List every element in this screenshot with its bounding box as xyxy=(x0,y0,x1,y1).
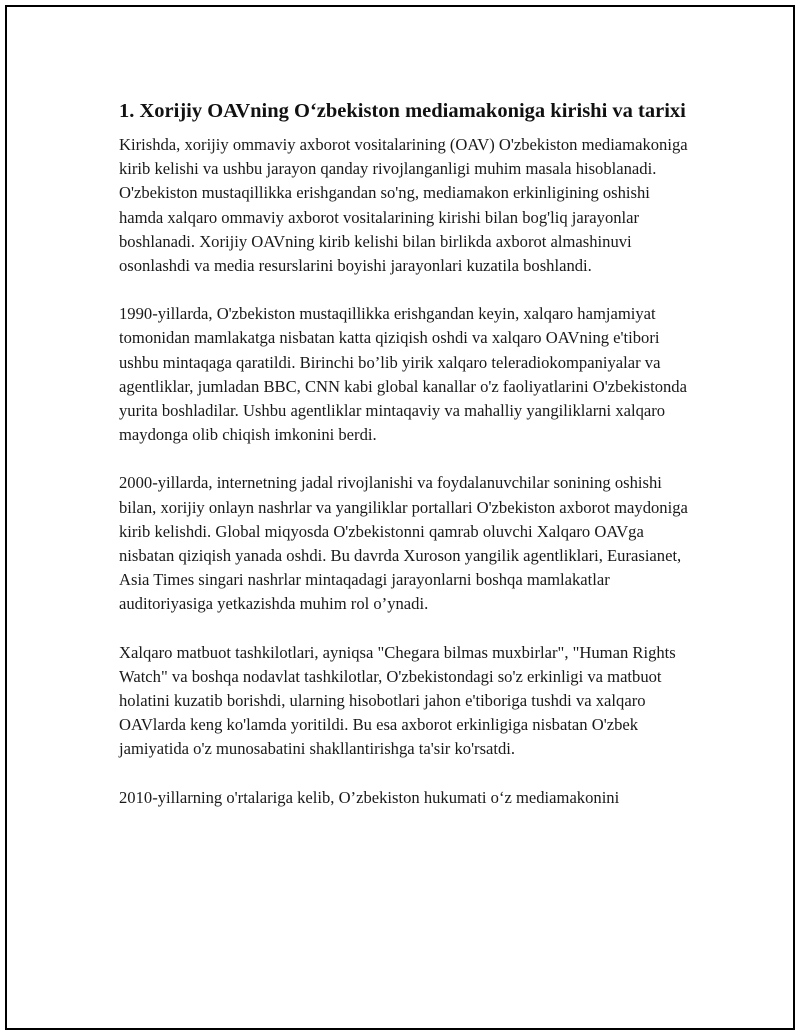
paragraph-2000s: 2000-yillarda, internetning jadal rivojlanishi va foydalanuvchilar sonining oshishi bilan, xorijiy onlayn nashrlar va yangiliklar portallari O'zbekiston axborot maydoniga kirib kelishdi. Global miqyosda O'zbekistonni qamrab oluvchi Xalqaro OAVga nisbatan qiziqish yanada oshdi. Bu davrda Xuroson yangilik agentliklari, Eurasianet, Asia Times singari nashrlar mintaqadagi jarayonlarni boshqa mamlakatlar auditoriyasiga yetkazishda muhim rol o’ynadi. xyxy=(119,473,688,614)
paragraph-intro: Kirishda, xorijiy ommaviy axborot vositalarining (OAV) O'zbekiston mediamakoniga kirib kelishi va ushbu jarayon qanday rivojlanganligi muhim masala hisoblanadi. O'zbekiston mustaqillikka erishgandan so'ng, mediamakon erkinligining oshishi hamda xalqaro ommaviy axborot vositalarining kirishi bilan bog'liq jarayonlar boshlanadi. Xorijiy OAVning kirib kelishi bilan birlikda axborot almashinuvi osonlashdi va media resurslarini boyishi jarayonlari kuzatila boshlandi. xyxy=(119,135,688,276)
paragraph-1990s: 1990-yillarda, O'zbekiston mustaqillikka erishgandan keyin, xalqaro hamjamiyat tomonidan mamlakatga nisbatan katta qiziqish oshdi va xalqaro OAVning e'tibori ushbu mintaqaga qaratildi. Birinchi bo’lib yirik xalqaro teleradiokompaniyalar va agentliklar, jumladan BBC, CNN kabi global kanallar o'z faoliyatlarini O'zbekistonda yurita boshladilar. Ushbu agentliklar mintaqaviy va mahalliy yangiliklarni xalqaro maydonga olib chiqish imkonini berdi. xyxy=(119,304,687,445)
section-heading: 1. Xorijiy OAVning O‘zbekiston mediamakoniga kirishi va tarixi xyxy=(119,100,686,122)
page-frame xyxy=(5,5,795,1030)
document-body xyxy=(119,97,694,834)
paragraph-press-organizations: Xalqaro matbuot tashkilotlari, ayniqsa "Chegara bilmas muxbirlar", "Human Rights Watch" va boshqa nodavlat tashkilotlar, O'zbekistondagi so'z erkinligi va matbuot holatini kuzatib borishdi, ularning hisobotlari jahon e'tiboriga tushdi va xalqaro OAVlarda keng ko'lamda yoritildi. Bu esa axborot erkinligiga nisbatan O'zbek jamiyatida o'z munosabatini shakllantirishga ta'sir ko'rsatdi. xyxy=(119,642,676,759)
paragraph-2010s: 2010-yillarning o'rtalariga kelib, O’zbekiston hukumati o‘z mediamakonini xyxy=(119,787,620,807)
